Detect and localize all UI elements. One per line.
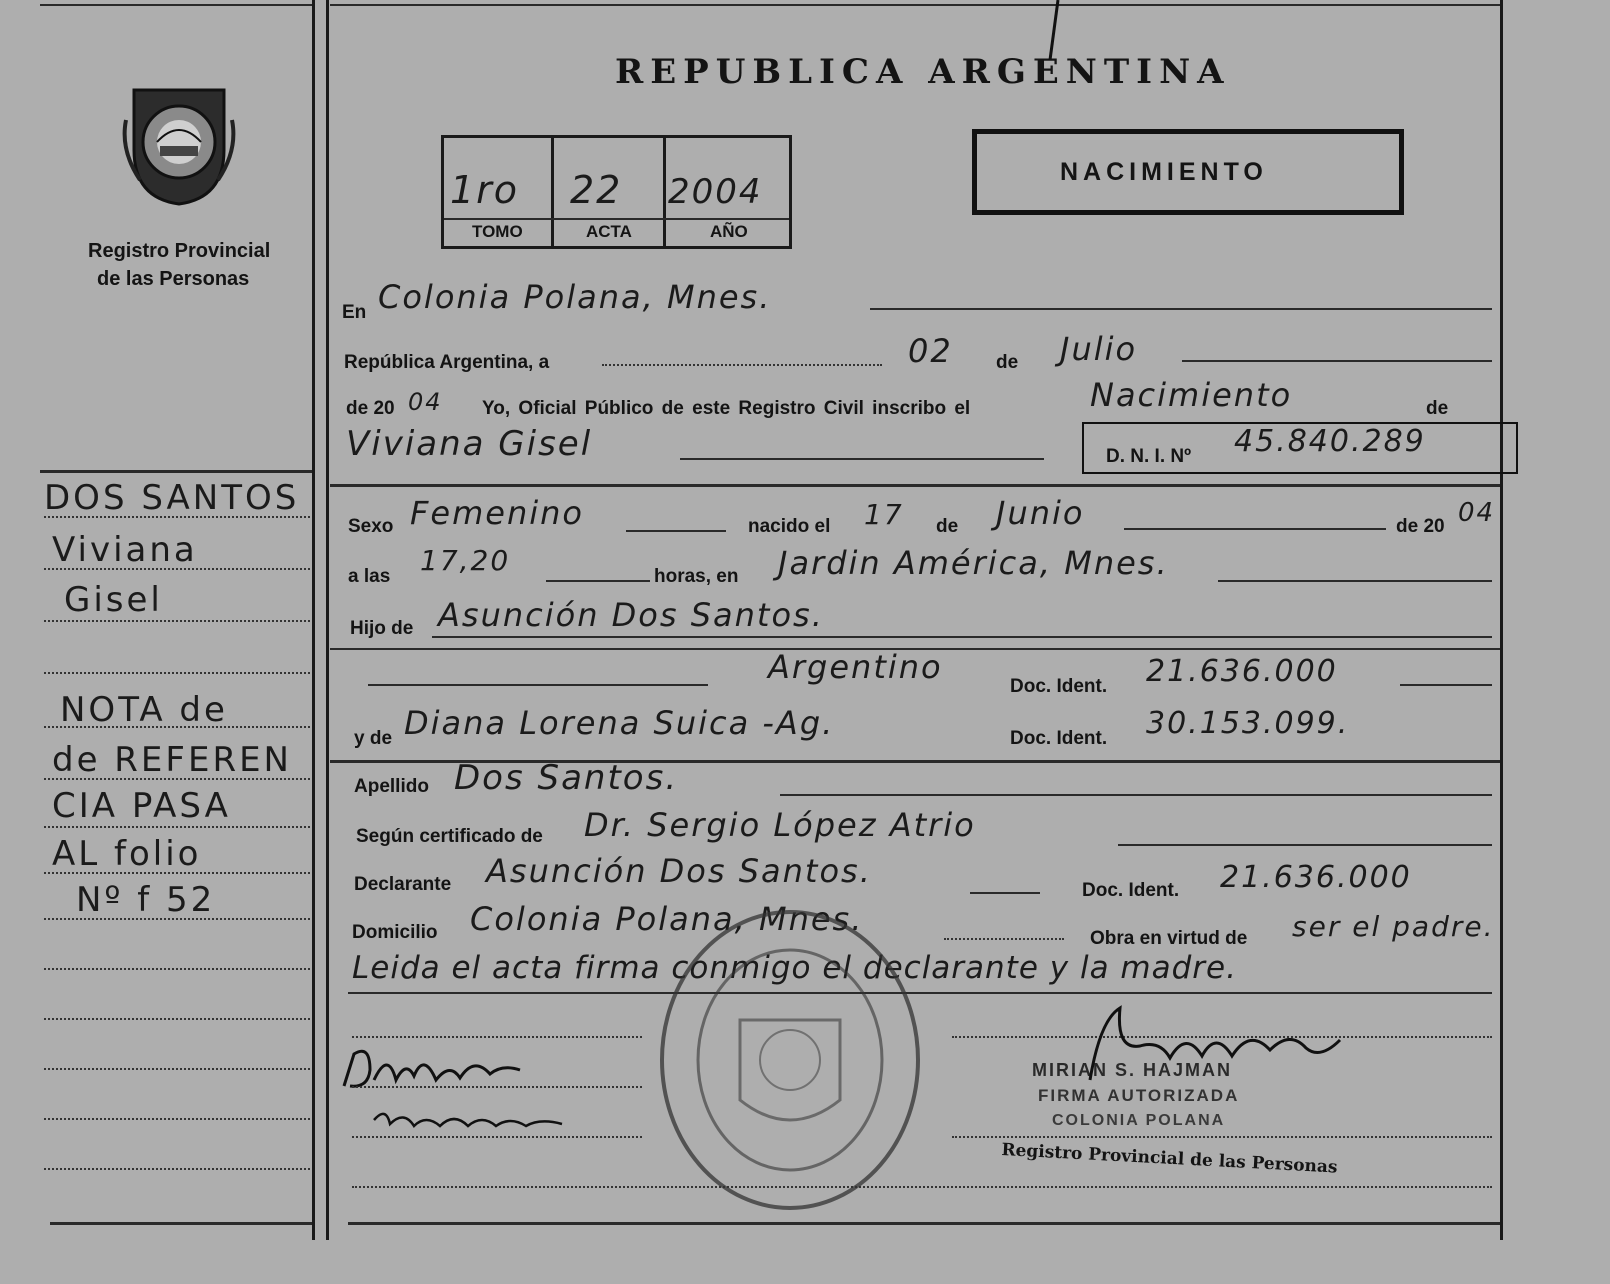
form-line — [1218, 580, 1492, 582]
place-value: Jardin América, Mnes. — [778, 544, 1169, 582]
box-label-divider — [444, 218, 789, 220]
margin-firstname: Viviana — [52, 530, 198, 570]
father-doc-value: 21.636.000 — [1146, 654, 1338, 689]
form-dots — [352, 1136, 642, 1138]
form-right-border — [1500, 0, 1503, 1240]
dni-label: D. N. I. Nº — [1106, 446, 1192, 467]
form-line — [1118, 844, 1492, 846]
declarante-label: Declarante — [354, 874, 452, 895]
dni-value: 45.840.289 — [1234, 424, 1426, 459]
form-left-border — [326, 0, 329, 1240]
en-label: En — [342, 302, 367, 323]
declarante-value: Asunción Dos Santos. — [486, 852, 872, 890]
margin-dotted-line — [44, 1018, 310, 1020]
form-dots — [352, 1036, 642, 1038]
de-label: de — [996, 352, 1019, 373]
domicilio-label: Domicilio — [352, 922, 438, 943]
mother-doc-value: 30.153.099. — [1146, 706, 1350, 741]
margin-dotted-line — [44, 516, 310, 518]
day-value: 02 — [908, 332, 953, 370]
hijo-label: Hijo de — [350, 618, 414, 639]
ano-label: AÑO — [710, 222, 748, 241]
official-place: COLONIA POLANA — [1052, 1112, 1226, 1129]
obra-label: Obra en virtud de — [1090, 928, 1248, 949]
form-line — [970, 892, 1040, 894]
father-value: Asunción Dos Santos. — [438, 596, 824, 634]
margin-dotted-line — [44, 1068, 310, 1070]
doc-ident-label-father: Doc. Ident. — [1010, 676, 1108, 697]
de-label-2: de — [1426, 398, 1449, 419]
margin-dotted-line — [44, 826, 310, 828]
form-line — [1182, 360, 1492, 362]
birth-year-value: 04 — [1458, 498, 1496, 528]
horas-label: horas, en — [654, 566, 739, 587]
doc-ident-label-declarante: Doc. Ident. — [1082, 880, 1180, 901]
form-line — [1400, 684, 1492, 686]
republica-label: República Argentina, a — [344, 352, 550, 373]
margin-note-line2: de REFEREN — [52, 740, 292, 780]
inscribo-value: Nacimiento — [1090, 376, 1293, 414]
form-dots — [944, 938, 1064, 940]
margin-middlename: Gisel — [64, 580, 163, 620]
margin-dotted-line — [44, 620, 310, 622]
month-value: Julio — [1060, 330, 1138, 368]
form-line — [432, 636, 1492, 638]
margin-note-line5: Nº f 52 — [76, 880, 216, 920]
tomo-value: 1ro — [450, 168, 520, 212]
bottom-border-main — [348, 1222, 1500, 1225]
form-dots — [352, 1086, 642, 1088]
box-divider — [663, 138, 666, 246]
official-name: MIRIAN S. HAJMAN — [1032, 1060, 1233, 1080]
form-dots — [602, 364, 882, 366]
box-divider — [551, 138, 554, 246]
a-las-label: a las — [348, 566, 391, 587]
margin-dotted-line — [44, 918, 310, 920]
margin-dotted-line — [44, 872, 310, 874]
nacido-label: nacido el — [748, 516, 831, 537]
left-margin-border — [312, 0, 315, 1240]
margin-separator — [40, 470, 312, 473]
leida-text: Leida el acta firma conmigo el declarante y la madre. — [352, 950, 1237, 986]
margin-signature-1 — [340, 1040, 540, 1105]
official-role: FIRMA AUTORIZADA — [1038, 1086, 1240, 1105]
form-line — [546, 580, 650, 582]
margin-dotted-line — [44, 1168, 310, 1170]
child-name-value: Viviana Gisel — [346, 424, 593, 464]
tomo-label: TOMO — [472, 222, 523, 241]
de-label-3: de — [936, 516, 959, 537]
sexo-label: Sexo — [348, 516, 394, 537]
margin-note-line3: CIA PASA — [52, 786, 231, 826]
margin-surname: DOS SANTOS — [44, 478, 300, 518]
sexo-value: Femenino — [410, 494, 584, 532]
top-border-main — [330, 4, 1500, 6]
margin-dotted-line — [44, 568, 310, 570]
segun-value: Dr. Sergio López Atrio — [584, 806, 976, 844]
hour-value: 17,20 — [420, 544, 511, 577]
margin-dotted-line — [44, 726, 310, 728]
record-type-label: NACIMIENTO — [1060, 158, 1268, 186]
pen-stroke — [1010, 0, 1070, 85]
mother-value: Diana Lorena Suica -Ag. — [404, 704, 835, 742]
oficial-text: Yo, Oficial Público de este Registro Civil inscribo el — [482, 398, 971, 419]
declarante-doc-value: 21.636.000 — [1220, 860, 1412, 895]
margin-note-line4: AL folio — [52, 834, 202, 874]
year-value: 04 — [408, 388, 443, 416]
form-line — [680, 458, 1044, 460]
en-value: Colonia Polana, Mnes. — [378, 278, 772, 316]
registry-seal — [120, 80, 238, 208]
year-prefix: de 20 — [346, 398, 395, 419]
y-de-label: y de — [354, 728, 393, 749]
margin-dotted-line — [44, 968, 310, 970]
form-line — [626, 530, 726, 532]
form-line — [870, 308, 1492, 310]
margin-note-line1: NOTA de — [60, 690, 228, 730]
form-line — [1124, 528, 1386, 530]
margin-dotted-line — [44, 1118, 310, 1120]
official-stamp — [650, 900, 930, 1220]
birth-year-prefix: de 20 — [1396, 516, 1445, 537]
bottom-border-left — [50, 1222, 312, 1225]
margin-dotted-line — [44, 778, 310, 780]
registry-name-line1: Registro Provincial — [88, 240, 271, 262]
domicilio-value: Colonia Polana, Mnes. — [470, 900, 864, 938]
form-line — [368, 684, 708, 686]
margin-dotted-line — [44, 672, 310, 674]
doc-ident-label-mother: Doc. Ident. — [1010, 728, 1108, 749]
apellido-value: Dos Santos. — [454, 758, 679, 798]
official-registry: Registro Provincial de las Personas — [1000, 1140, 1338, 1178]
registry-name-line2: de las Personas — [97, 268, 250, 290]
acta-label: ACTA — [586, 222, 632, 241]
form-dots — [952, 1136, 1492, 1138]
acta-value: 22 — [570, 168, 623, 212]
top-border-left — [40, 4, 312, 6]
birth-day-value: 17 — [864, 498, 904, 531]
obra-value: ser el padre. — [1292, 910, 1495, 943]
section-divider — [330, 484, 1500, 487]
form-line — [780, 794, 1492, 796]
ano-value: 2004 — [668, 172, 763, 212]
birth-month-value: Junio — [996, 494, 1085, 532]
margin-signature-2 — [370, 1100, 570, 1145]
father-nationality: Argentino — [768, 648, 943, 686]
segun-label: Según certificado de — [356, 826, 543, 847]
apellido-label: Apellido — [354, 776, 429, 797]
country-title: REPUBLICA ARGENTINA — [615, 52, 1231, 92]
